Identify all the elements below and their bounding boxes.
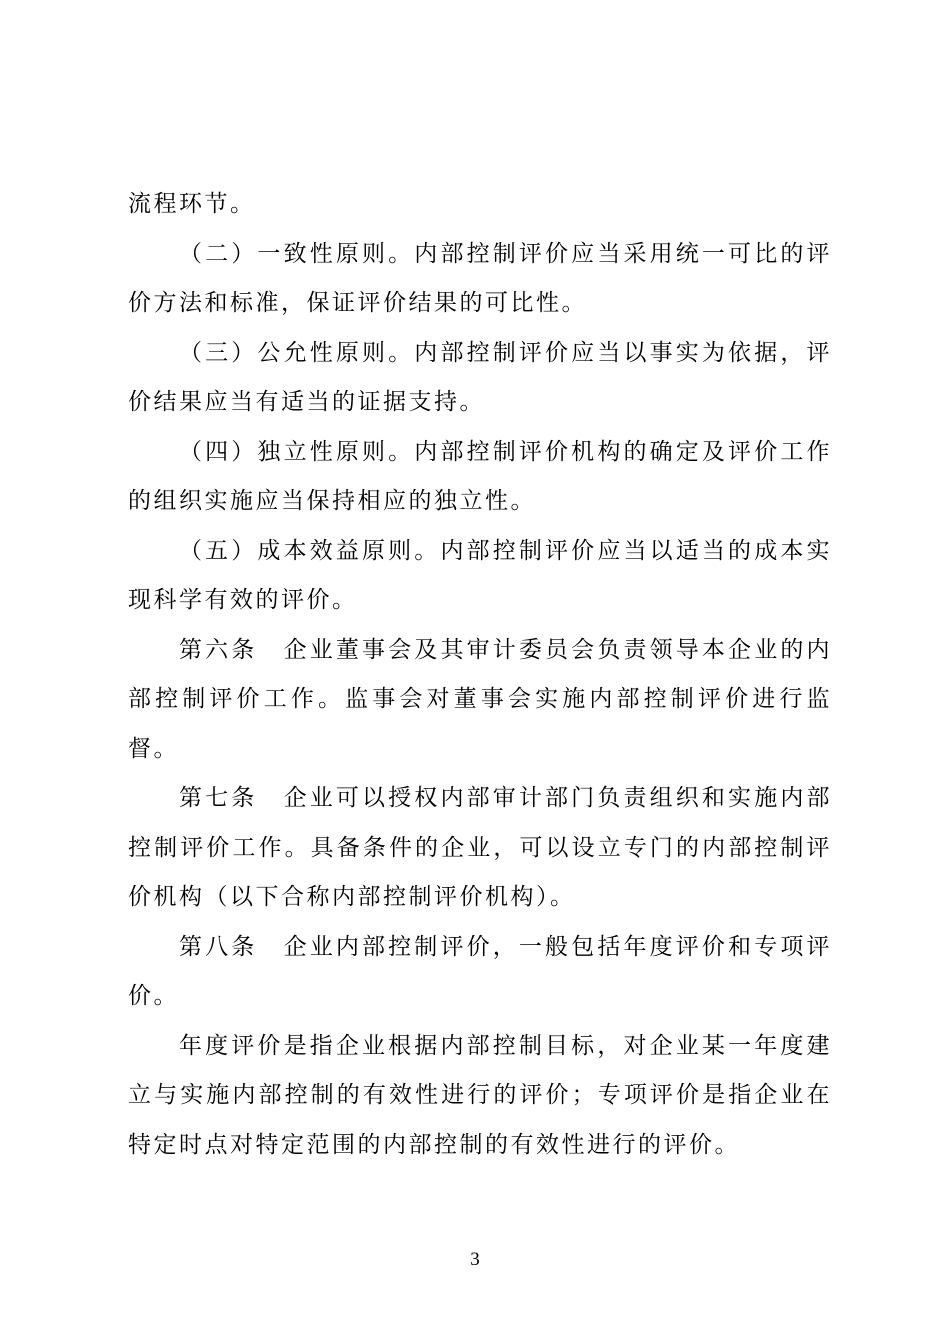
paragraph-cost-benefit-principle: （五）成本效益原则。内部控制评价应当以适当的成本实现科学有效的评价。 (128, 537, 832, 613)
page-number: 3 (470, 1249, 480, 1270)
paragraph-consistency-principle: （二）一致性原则。内部控制评价应当采用统一可比的评价方法和标准，保证评价结果的可比性。 (128, 240, 832, 316)
paragraph-article-7: 第七条 企业可以授权内部审计部门负责组织和实施内部控制评价工作。具备条件的企业，可以设立专门的内部控制评价机构（以下合称内部控制评价机构）。 (128, 785, 832, 910)
paragraph-article-8: 第八条 企业内部控制评价，一般包括年度评价和专项评价。 (128, 933, 832, 1009)
body-text (128, 180, 832, 1170)
paragraph-continuation: 流程环节。 (128, 191, 256, 217)
paragraph-article-6: 第六条 企业董事会及其审计委员会负责领导本企业的内部控制评价工作。监事会对董事会实施内部控制评价进行监督。 (128, 636, 832, 762)
paragraph-independence-principle: （四）独立性原则。内部控制评价机构的确定及评价工作的组织实施应当保持相应的独立性。 (128, 438, 832, 514)
paragraph-evaluation-definitions: 年度评价是指企业根据内部控制目标，对企业某一年度建立与实施内部控制的有效性进行的评价；专项评价是指企业在特定时点对特定范围的内部控制的有效性进行的评价。 (128, 1032, 832, 1158)
paragraph-fairness-principle: （三）公允性原则。内部控制评价应当以事实为依据，评价结果应当有适当的证据支持。 (128, 339, 832, 415)
